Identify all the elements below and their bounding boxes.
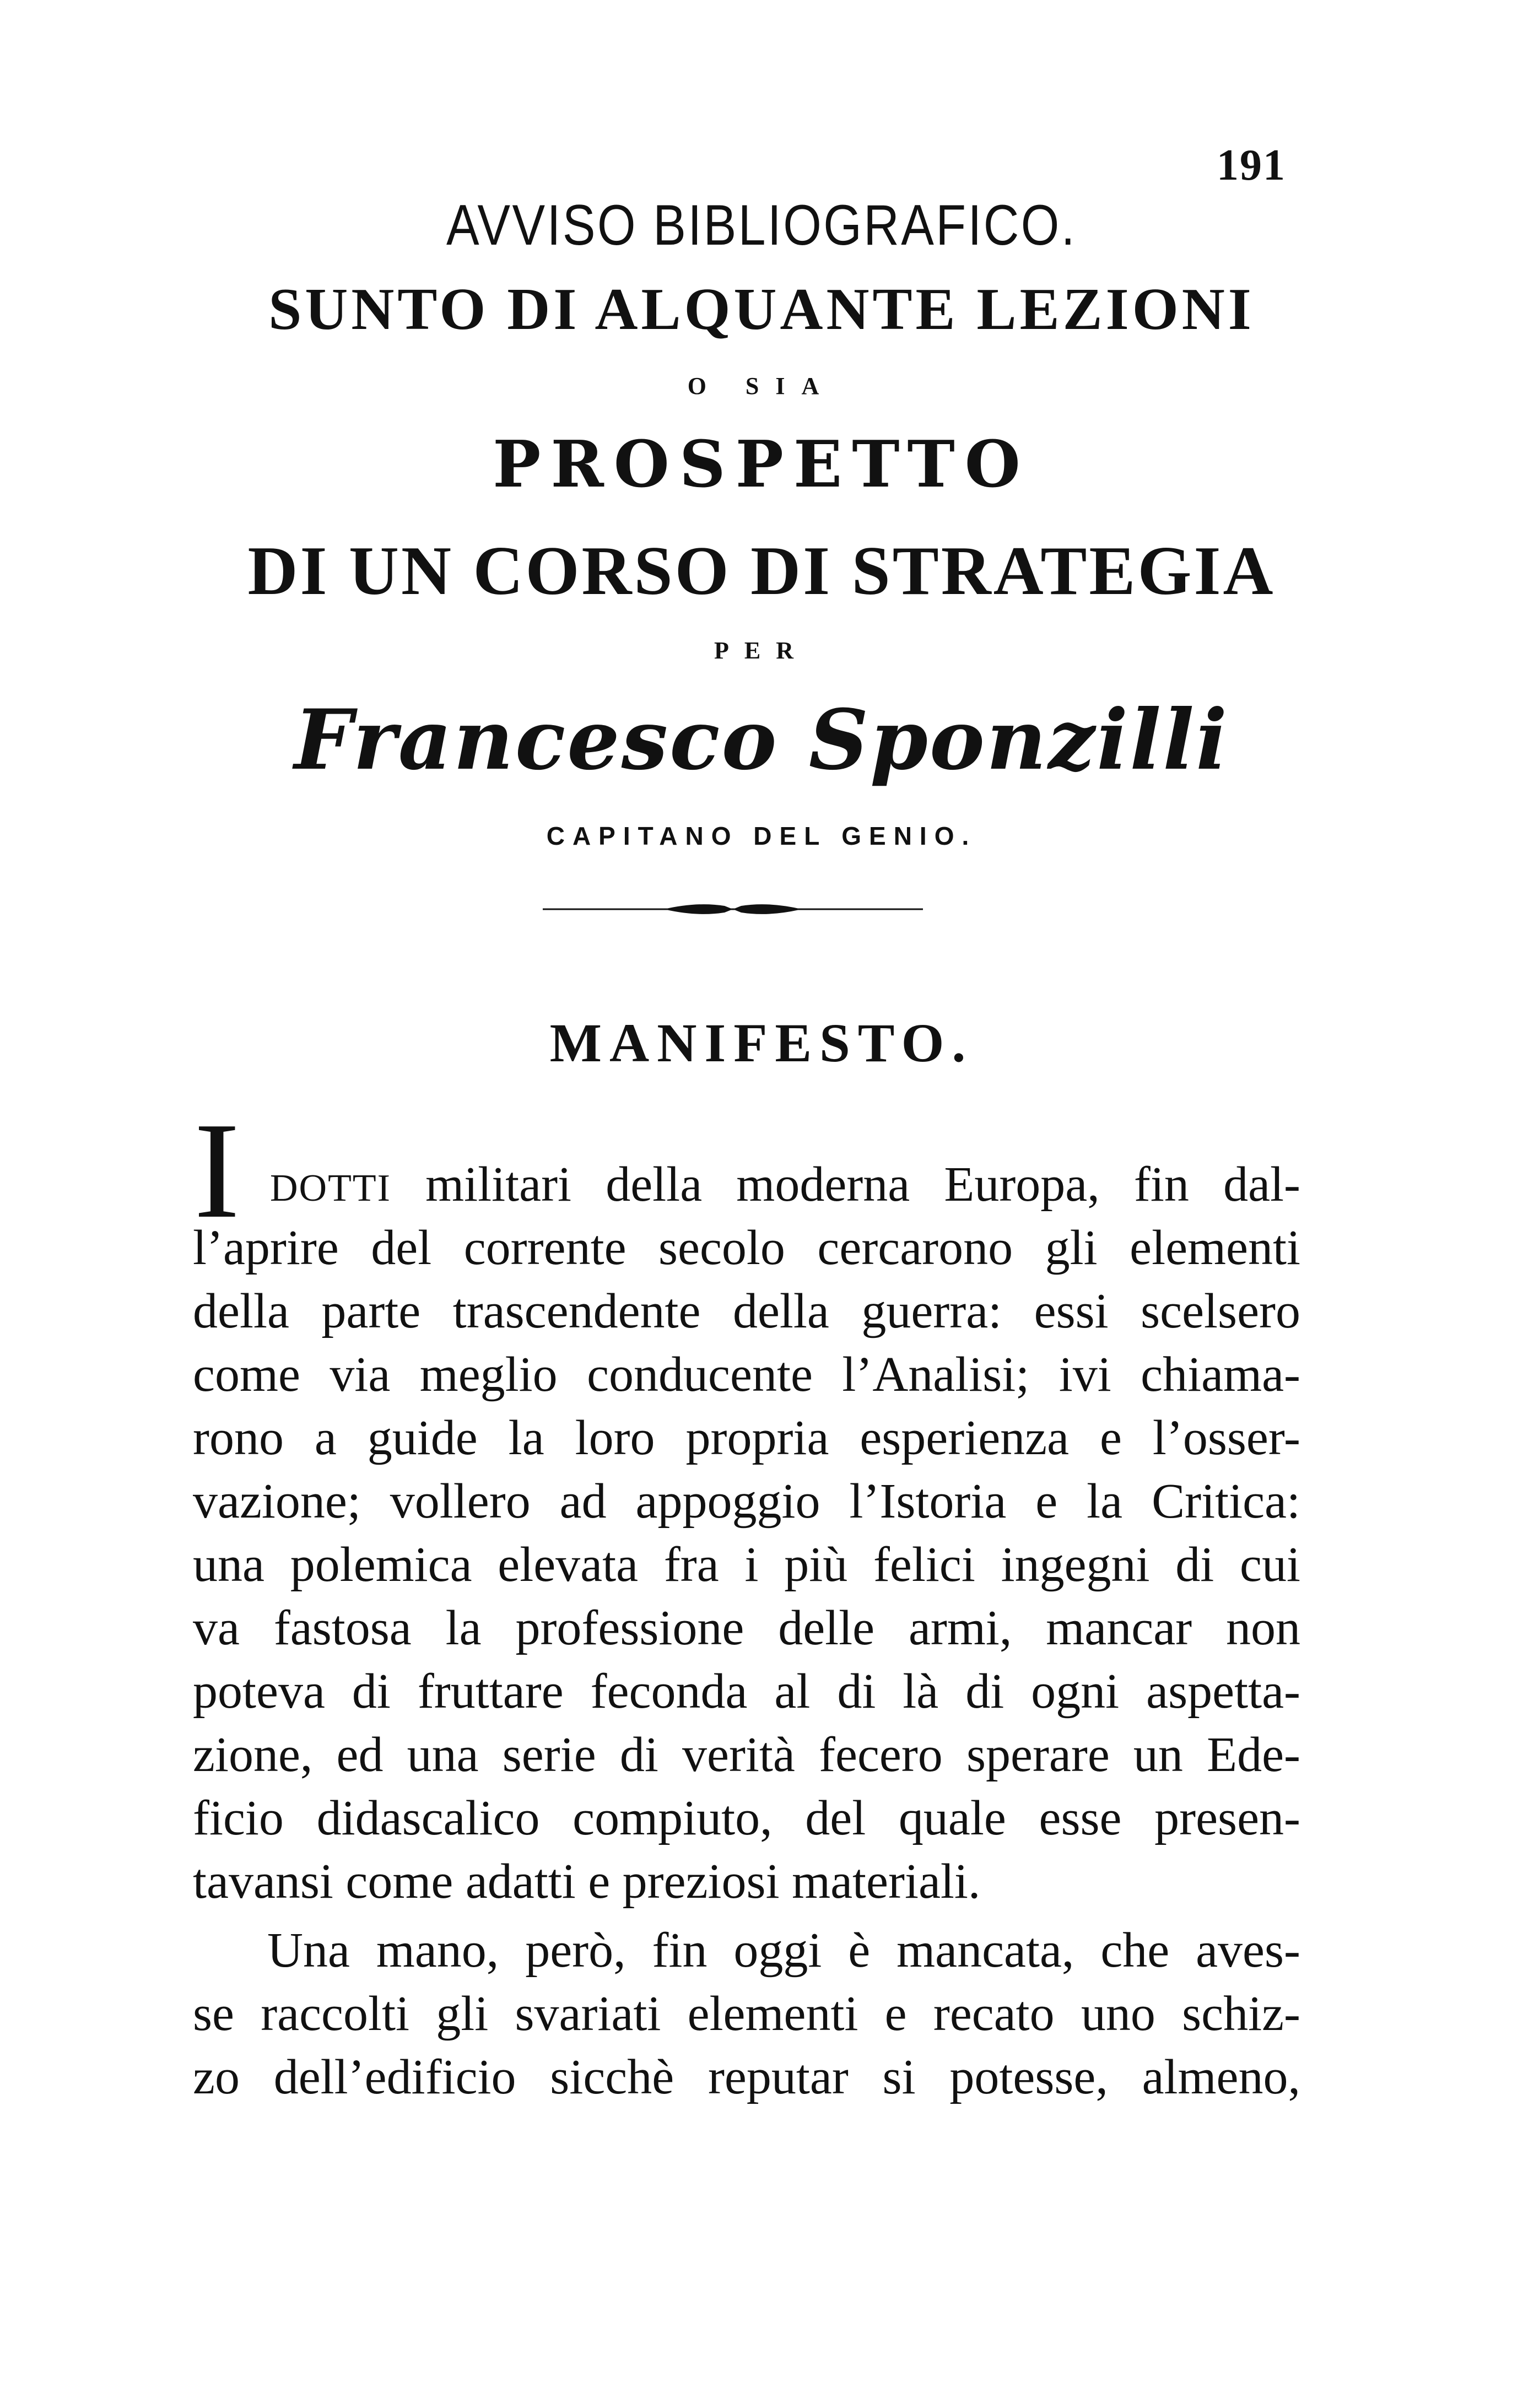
body-line-8: va fastosa la professione delle armi, mancar non	[193, 1601, 1300, 1655]
ornament-rule	[543, 898, 923, 920]
author-rank: CAPITANO DEL GENIO.	[546, 822, 977, 850]
body-line-1	[270, 1157, 1300, 1216]
body-line-5: rono a guide la loro propria esperienza e l’osser-	[193, 1411, 1300, 1465]
body-line-14: se raccolti gli svariati elementi e recato uno schiz-	[193, 1986, 1300, 2041]
body-line-9: poteva di fruttare feconda al di là di ogni aspetta-	[193, 1664, 1300, 1719]
title-line-3: DI UN CORSO DI STRATEGIA	[247, 533, 1276, 609]
author-name: Francesco Sponzilli	[294, 692, 1229, 789]
body-line-3: della parte trascendente della guerra: essi scelsero	[193, 1284, 1300, 1338]
body-line-2: l’aprire del corrente secolo cercarono gli elementi	[193, 1221, 1300, 1275]
body-line-6: vazione; vollero ad appoggio l’Istoria e la Critica:	[193, 1474, 1300, 1529]
body-line-12: tavansi come adatti e preziosi materiali.	[193, 1854, 981, 1909]
body-line-10: zione, ed una serie di verità fecero sperare un Ede-	[193, 1727, 1300, 1782]
page-number: 191	[1217, 141, 1286, 190]
body-line-13: Una mano, però, fin oggi è mancata, che aves-	[267, 1923, 1300, 1978]
body-line-11: ficio didascalico compiuto, del quale esse presen-	[193, 1791, 1300, 1845]
byline-connector: PER	[714, 637, 809, 664]
title-connector: O SIA	[687, 372, 836, 399]
first-word-smallcaps: DOTTI	[270, 1167, 391, 1210]
body-line-7: una polemica elevata fra i più felici ingegni di cui	[193, 1537, 1300, 1592]
notice-heading: AVVISO BIBLIOGRAFICO.	[446, 193, 1077, 257]
section-title: MANIFESTO.	[549, 1012, 974, 1073]
line-text: militari della moderna Europa, fin dal-	[391, 1157, 1300, 1212]
title-line-1: SUNTO DI ALQUANTE LEZIONI	[268, 277, 1255, 342]
body-line-15: zo dell’edificio sicchè reputar si potesse, almeno,	[193, 2050, 1300, 2104]
body-line-4: come via meglio conducente l’Analisi; ivi chiama-	[193, 1347, 1300, 1402]
title-line-2: PROSPETTO	[493, 427, 1030, 502]
drop-cap: I	[194, 1094, 240, 1247]
